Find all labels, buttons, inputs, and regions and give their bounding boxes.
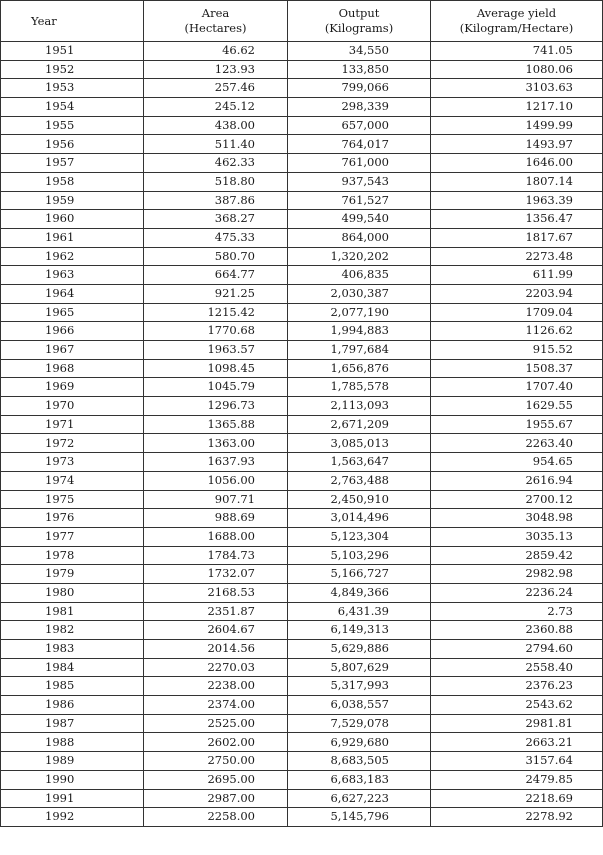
table-row (1, 322, 603, 341)
cell-year: 1992 (1, 808, 144, 827)
table-row (1, 621, 603, 640)
cell-output: 1,994,883 (288, 322, 431, 341)
table-row (1, 640, 603, 659)
cell-year: 1956 (1, 135, 144, 154)
cell-area: 257.46 (144, 79, 288, 98)
cell-yield: 2616.94 (431, 471, 603, 490)
cell-area: 368.27 (144, 210, 288, 229)
cell-yield: 954.65 (431, 453, 603, 472)
cell-year: 1957 (1, 154, 144, 173)
cell-year: 1982 (1, 621, 144, 640)
cell-output: 5,317,993 (288, 677, 431, 696)
cell-year: 1988 (1, 733, 144, 752)
cell-year: 1962 (1, 247, 144, 266)
cell-year: 1968 (1, 359, 144, 378)
cell-yield: 915.52 (431, 341, 603, 360)
header-area-title: Area (201, 6, 230, 20)
cell-year: 1977 (1, 527, 144, 546)
cell-year: 1987 (1, 714, 144, 733)
cell-yield: 1963.39 (431, 191, 603, 210)
cell-yield: 1707.40 (431, 378, 603, 397)
cell-yield: 1508.37 (431, 359, 603, 378)
table-row (1, 247, 603, 266)
cell-yield: 2700.12 (431, 490, 603, 509)
cell-yield: 1646.00 (431, 154, 603, 173)
cell-year: 1970 (1, 397, 144, 416)
cell-year: 1990 (1, 770, 144, 789)
cell-yield: 2543.62 (431, 696, 603, 715)
cell-year: 1989 (1, 752, 144, 771)
cell-output: 4,849,366 (288, 583, 431, 602)
header-yield-unit: (Kilogram/Hectare) (459, 21, 574, 35)
table-row (1, 583, 603, 602)
cell-yield: 2558.40 (431, 658, 603, 677)
cell-yield: 2663.21 (431, 733, 603, 752)
cell-output: 5,145,796 (288, 808, 431, 827)
cell-yield: 1217.10 (431, 98, 603, 117)
cell-year: 1954 (1, 98, 144, 117)
cell-yield: 2273.48 (431, 247, 603, 266)
cell-area: 518.80 (144, 172, 288, 191)
cell-yield: 3103.63 (431, 79, 603, 98)
cell-yield: 741.05 (431, 42, 603, 61)
cell-year: 1967 (1, 341, 144, 360)
header-output-title: Output (338, 6, 380, 20)
cell-output: 8,683,505 (288, 752, 431, 771)
cell-area: 580.70 (144, 247, 288, 266)
table-body (1, 42, 603, 827)
cell-year: 1953 (1, 79, 144, 98)
cell-yield: 2.73 (431, 602, 603, 621)
cell-area: 387.86 (144, 191, 288, 210)
cell-area: 988.69 (144, 509, 288, 528)
table-row (1, 677, 603, 696)
cell-year: 1974 (1, 471, 144, 490)
table-row (1, 172, 603, 191)
cell-yield: 2794.60 (431, 640, 603, 659)
cell-yield: 1080.06 (431, 60, 603, 79)
cell-output: 1,563,647 (288, 453, 431, 472)
cell-output: 937,543 (288, 172, 431, 191)
cell-area: 462.33 (144, 154, 288, 173)
table-header (1, 1, 603, 42)
cell-area: 1963.57 (144, 341, 288, 360)
cell-output: 406,835 (288, 266, 431, 285)
cell-yield: 2479.85 (431, 770, 603, 789)
table-row (1, 490, 603, 509)
cell-area: 2351.87 (144, 602, 288, 621)
cell-area: 2987.00 (144, 789, 288, 808)
cell-year: 1979 (1, 565, 144, 584)
table-row (1, 60, 603, 79)
table-row (1, 378, 603, 397)
cell-output: 761,527 (288, 191, 431, 210)
cell-output: 3,085,013 (288, 434, 431, 453)
table-row (1, 752, 603, 771)
cell-yield: 1126.62 (431, 322, 603, 341)
cell-area: 907.71 (144, 490, 288, 509)
table-row (1, 453, 603, 472)
table-row (1, 135, 603, 154)
cell-output: 1,320,202 (288, 247, 431, 266)
cell-output: 1,785,578 (288, 378, 431, 397)
cell-area: 1363.00 (144, 434, 288, 453)
cell-area: 245.12 (144, 98, 288, 117)
header-area-unit: (Hectares) (184, 21, 247, 35)
cell-area: 2604.67 (144, 621, 288, 640)
table-row (1, 565, 603, 584)
cell-area: 1056.00 (144, 471, 288, 490)
cell-yield: 1499.99 (431, 116, 603, 135)
cell-output: 764,017 (288, 135, 431, 154)
cell-output: 2,671,209 (288, 415, 431, 434)
cell-area: 1296.73 (144, 397, 288, 416)
table-row (1, 733, 603, 752)
cell-yield: 2360.88 (431, 621, 603, 640)
cell-year: 1984 (1, 658, 144, 677)
cell-output: 2,030,387 (288, 284, 431, 303)
cell-year: 1972 (1, 434, 144, 453)
cell-yield: 2981.81 (431, 714, 603, 733)
table-row (1, 471, 603, 490)
header-yield-title: Average yield (476, 6, 557, 20)
cell-output: 1,797,684 (288, 341, 431, 360)
table-row (1, 546, 603, 565)
table-row (1, 770, 603, 789)
cell-output: 5,807,629 (288, 658, 431, 677)
cell-area: 1732.07 (144, 565, 288, 584)
header-year: Year (1, 1, 144, 42)
cell-yield: 2859.42 (431, 546, 603, 565)
cell-area: 438.00 (144, 116, 288, 135)
cell-area: 2238.00 (144, 677, 288, 696)
cell-year: 1985 (1, 677, 144, 696)
cell-year: 1981 (1, 602, 144, 621)
cell-output: 298,339 (288, 98, 431, 117)
cell-area: 2750.00 (144, 752, 288, 771)
cell-output: 799,066 (288, 79, 431, 98)
cell-year: 1965 (1, 303, 144, 322)
table-row (1, 434, 603, 453)
cell-yield: 1817.67 (431, 228, 603, 247)
header-output (288, 1, 431, 42)
cell-year: 1973 (1, 453, 144, 472)
cell-output: 6,627,223 (288, 789, 431, 808)
cell-output: 5,166,727 (288, 565, 431, 584)
cell-area: 1365.88 (144, 415, 288, 434)
cell-year: 1986 (1, 696, 144, 715)
cell-year: 1980 (1, 583, 144, 602)
cell-yield: 1955.67 (431, 415, 603, 434)
cell-area: 2014.56 (144, 640, 288, 659)
cell-area: 1098.45 (144, 359, 288, 378)
cell-yield: 2982.98 (431, 565, 603, 584)
cell-year: 1964 (1, 284, 144, 303)
cell-yield: 1493.97 (431, 135, 603, 154)
cell-area: 664.77 (144, 266, 288, 285)
cell-output: 1,656,876 (288, 359, 431, 378)
cell-yield: 2278.92 (431, 808, 603, 827)
cell-output: 133,850 (288, 60, 431, 79)
cell-yield: 2218.69 (431, 789, 603, 808)
cell-area: 2695.00 (144, 770, 288, 789)
cell-yield: 2376.23 (431, 677, 603, 696)
cell-area: 1688.00 (144, 527, 288, 546)
cell-year: 1978 (1, 546, 144, 565)
cell-area: 123.93 (144, 60, 288, 79)
cell-yield: 1629.55 (431, 397, 603, 416)
table-row (1, 191, 603, 210)
cell-yield: 611.99 (431, 266, 603, 285)
cell-year: 1969 (1, 378, 144, 397)
cell-yield: 3048.98 (431, 509, 603, 528)
cell-output: 6,149,313 (288, 621, 431, 640)
cell-area: 2525.00 (144, 714, 288, 733)
cell-yield: 2263.40 (431, 434, 603, 453)
cell-area: 2374.00 (144, 696, 288, 715)
cell-output: 2,113,093 (288, 397, 431, 416)
cell-year: 1975 (1, 490, 144, 509)
cell-output: 6,683,183 (288, 770, 431, 789)
table-row (1, 116, 603, 135)
cell-output: 499,540 (288, 210, 431, 229)
cell-area: 1045.79 (144, 378, 288, 397)
table-row (1, 602, 603, 621)
cell-area: 2602.00 (144, 733, 288, 752)
cell-year: 1959 (1, 191, 144, 210)
header-area (144, 1, 288, 42)
cell-output: 2,763,488 (288, 471, 431, 490)
table-row (1, 658, 603, 677)
cell-output: 6,038,557 (288, 696, 431, 715)
cell-year: 1961 (1, 228, 144, 247)
cell-year: 1951 (1, 42, 144, 61)
cell-area: 1784.73 (144, 546, 288, 565)
table-row (1, 415, 603, 434)
cell-output: 864,000 (288, 228, 431, 247)
header-row (1, 1, 603, 42)
cell-output: 5,629,886 (288, 640, 431, 659)
table-row (1, 284, 603, 303)
cell-area: 2270.03 (144, 658, 288, 677)
cell-area: 1215.42 (144, 303, 288, 322)
cell-output: 7,529,078 (288, 714, 431, 733)
table-row (1, 266, 603, 285)
cell-area: 511.40 (144, 135, 288, 154)
cell-yield: 3157.64 (431, 752, 603, 771)
cell-yield: 2203.94 (431, 284, 603, 303)
header-yield (431, 1, 603, 42)
cell-yield: 2236.24 (431, 583, 603, 602)
cell-output: 657,000 (288, 116, 431, 135)
header-output-unit: (Kilograms) (324, 21, 394, 35)
cell-output: 5,123,304 (288, 527, 431, 546)
cell-area: 2258.00 (144, 808, 288, 827)
cell-year: 1983 (1, 640, 144, 659)
cell-area: 46.62 (144, 42, 288, 61)
table-row (1, 359, 603, 378)
cell-year: 1966 (1, 322, 144, 341)
cell-year: 1955 (1, 116, 144, 135)
table-row (1, 228, 603, 247)
cell-year: 1960 (1, 210, 144, 229)
cell-output: 5,103,296 (288, 546, 431, 565)
cell-output: 2,450,910 (288, 490, 431, 509)
table-row (1, 79, 603, 98)
cell-area: 1770.68 (144, 322, 288, 341)
table-row (1, 527, 603, 546)
table-row (1, 789, 603, 808)
cell-output: 6,929,680 (288, 733, 431, 752)
cell-year: 1991 (1, 789, 144, 808)
table-row (1, 696, 603, 715)
table-row (1, 154, 603, 173)
cell-area: 921.25 (144, 284, 288, 303)
table-row (1, 714, 603, 733)
cell-yield: 3035.13 (431, 527, 603, 546)
cell-year: 1976 (1, 509, 144, 528)
cell-year: 1952 (1, 60, 144, 79)
table-row (1, 303, 603, 322)
cell-year: 1963 (1, 266, 144, 285)
table-row (1, 210, 603, 229)
cell-area: 2168.53 (144, 583, 288, 602)
table-row (1, 509, 603, 528)
cell-output: 761,000 (288, 154, 431, 173)
cell-yield: 1356.47 (431, 210, 603, 229)
cell-year: 1958 (1, 172, 144, 191)
cell-yield: 1709.04 (431, 303, 603, 322)
table-row (1, 98, 603, 117)
table-row (1, 42, 603, 61)
cell-output: 6,431.39 (288, 602, 431, 621)
cell-output: 2,077,190 (288, 303, 431, 322)
cell-output: 3,014,496 (288, 509, 431, 528)
table-row (1, 341, 603, 360)
cell-output: 34,550 (288, 42, 431, 61)
cell-area: 475.33 (144, 228, 288, 247)
cell-area: 1637.93 (144, 453, 288, 472)
cell-year: 1971 (1, 415, 144, 434)
table-row (1, 808, 603, 827)
cell-yield: 1807.14 (431, 172, 603, 191)
table-row (1, 397, 603, 416)
